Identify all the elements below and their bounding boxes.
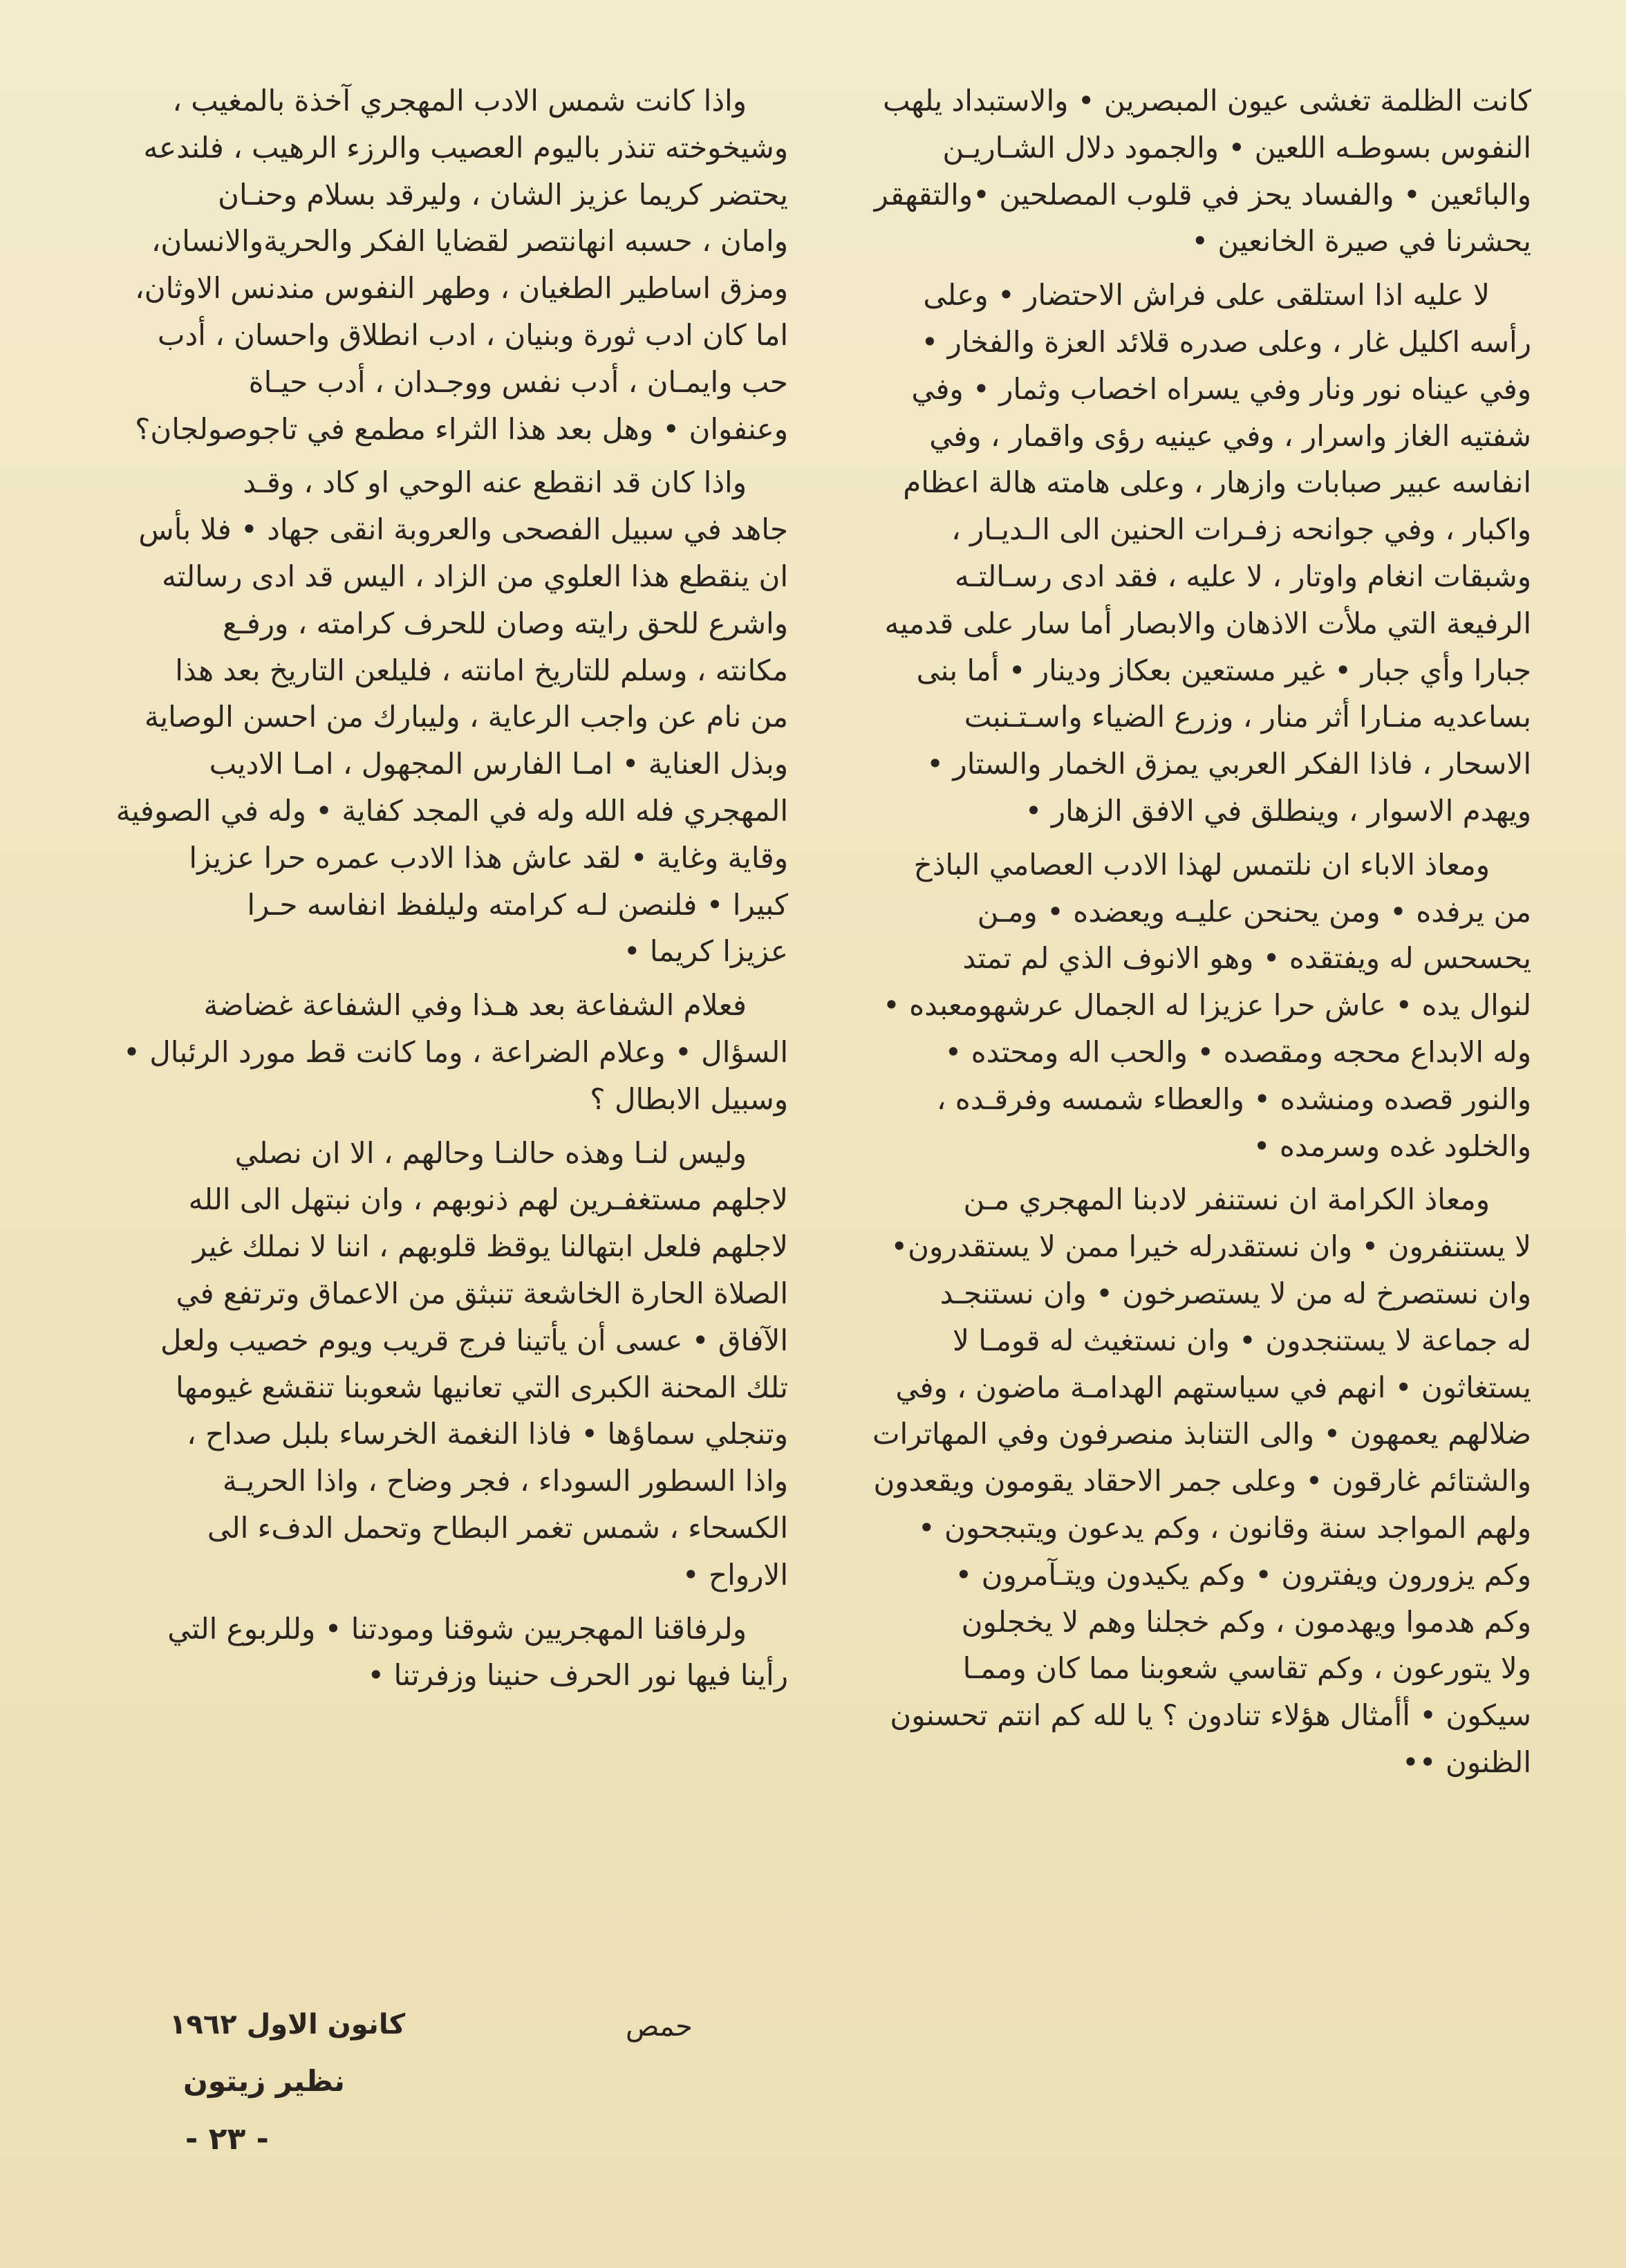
right-text-column bbox=[840, 77, 1531, 1793]
left-text-column bbox=[97, 77, 788, 1706]
paragraph: كانت الظلمة تغشى عيون المبصرين • والاستبداد يلهب النفوس بسوطـه اللعين • والجمود دلال الشـاريـن والبائعين • والفساد يحز في قلوب المصلحين •والتقهقر يحشرنا في صيرة الخانعين • bbox=[874, 84, 1531, 259]
paragraph: ومعاذ الاباء ان نلتمس لهذا الادب العصامي الباذخ من يرفده • ومن يحنحن عليـه ويعضده • ومـن يحسحس له ويفتقده • وهو الانوف الذي لم تمتد لنوال يده • عاش حرا عزيزا له الجمال عرشهومعبده • وله الابداع محجه ومقصده • والحب اله ومحتده • والنور قصده ومنشده • والعطاء شمسه وفرقـده ، والخلود غده وسرمده • bbox=[883, 847, 1531, 1163]
paragraph: ولرفاقنا المهجريين شوقنا ومودتنا • وللربوع التي رأينا فيها نور الحرف حنينا وزفرتنا • bbox=[167, 1611, 788, 1693]
paragraph: واذا كانت شمس الادب المهجري آخذة بالمغيب ، وشيخوخته تنذر باليوم العصيب والرزء الرهيب ، فلندعه يحتضر كريما عزيز الشان ، وليرقد بسلام وحنـان وامان ، حسبه انهانتصر لقضايا الفكر والحريةوالانسان، ومزق اساطير الطغيان ، وطهر النفوس مندنس الاوثان، اما كان ادب ثورة وبنيان ، ادب انطلاق واحسان ، أدب حب وايمـان ، أدب نفس ووجـدان ، أدب حيـاة وعنفوان • وهل بعد هذا الثراء مطمع في تاجوصولجان؟ bbox=[135, 84, 788, 446]
page-number: - ٢٣ - bbox=[185, 2121, 269, 2157]
paragraph: فعلام الشفاعة بعد هـذا وفي الشفاعة غضاضة السؤال • وعلام الضراعة ، وما كانت قط مورد الرئبال • وسبيل الابطال ؟ bbox=[123, 988, 788, 1116]
paragraph: واذا كان قد انقطع عنه الوحي او كاد ، وقـد جاهد في سبيل الفصحى والعروبة انقى جهاد • فلا بأس ان ينقطع هذا العلوي من الزاد ، اليس قد ادى رسالته واشرع للحق رايته وصان للحرف كرامته ، ورفـع مكانته ، وسلم للتاريخ امانته ، فليلعن التاريخ بعد هذا من نام عن واجب الرعاية ، وليبارك من احسن الوصاية وبذل العناية • امـا الفارس المجهول ، امـا الاديب المهجري فله الله وله في المجد كفاية • وله في الصوفية وقاية وغاية • لقد عاش هذا الادب عمره حرا عزيزا كبيرا • فلنصن لـه كرامته وليلفظ انفاسه حـرا عزيزا كريما • bbox=[115, 465, 788, 969]
paragraph: لا عليه اذا استلقى على فراش الاحتضار • وعلى رأسه اكليل غار ، وعلى صدره قلائد العزة والفخار • وفي عيناه نور ونار وفي يسراه اخصاب وثمار • وفي شفتيه الغاز واسرار ، وفي عينيه رؤى واقمار ، وفي انفاسه عبير صبابات وازهار ، وعلى هامته هالة اعظام واكبار ، وفي جوانحه زفـرات الحنين الى الـديـار ، وشبقات انغام واوتار ، لا عليه ، فقد ادى رسـالتـه الرفيعة التي ملأت الاذهان والابصار أما سار على قدميه جبارا وأي جبار • غير مستعين بعكاز ودينار • أما بنى بساعديه منـارا أثر منار ، وزرع الضياء واسـتـنبت الاسحار ، فاذا الفكر العربي يمزق الخمار والستار • ويهدم الاسوار ، وينطلق في الافق الزهار • bbox=[884, 278, 1531, 828]
signature-date: كانون الاول ١٩٦٢ bbox=[169, 2009, 406, 2041]
signature-place: حمص bbox=[626, 2011, 693, 2043]
author-name: نظير زيتون bbox=[183, 2064, 345, 2098]
paragraph: ومعاذ الكرامة ان نستنفر لادبنا المهجري مـن لا يستنفرون • وان نستقدرله خيرا ممن لا يستقدرون• وان نستصرخ له من لا يستصرخون • وان نستنجـد له جماعة لا يستنجدون • وان نستغيث له قومـا لا يستغاثون • انهم في سياستهم الهدامـة ماضون ، وفي ضلالهم يعمهون • والى التنابذ منصرفون وفي المهاترات والشتائم غارقون • وعلى جمر الاحقاد يقومون ويقعدون ولهم المواجد سنة وقانون ، وكم يدعون ويتبجحون • وكم يزورون ويفترون • وكم يكيدون ويتـآمرون • وكم هدموا ويهدمون ، وكم خجلنا وهم لا يخجلون ولا يتورعون ، وكم تقاسي شعوبنا مما كان وممـا سيكون • أأمثال هؤلاء تنادون ؟ يا لله كم انتم تحسنون الظنون •• bbox=[872, 1182, 1531, 1779]
paragraph: وليس لنـا وهذه حالنـا وحالهم ، الا ان نصلي لاجلهم مستغفـرين لهم ذنوبهم ، وان نبتهل الى الله لاجلهم فلعل ابتهالنا يوقظ قلوبهم ، اننا لا نملك غير الصلاة الحارة الخاشعة تنبثق من الاعماق وترتفع في الآفاق • عسى أن يأتينا فرج قريب ويوم خصيب ولعل تلك المحنة الكبرى التي تعانيها شعوبنا تنقشع غيومها وتنجلي سماؤها • فاذا النغمة الخرساء بلبل صداح ، واذا السطور السوداء ، فجر وضاح ، واذا الحريـة الكسحاء ، شمس تغمر البطاح وتحمل الدفء الى الارواح • bbox=[160, 1135, 788, 1592]
